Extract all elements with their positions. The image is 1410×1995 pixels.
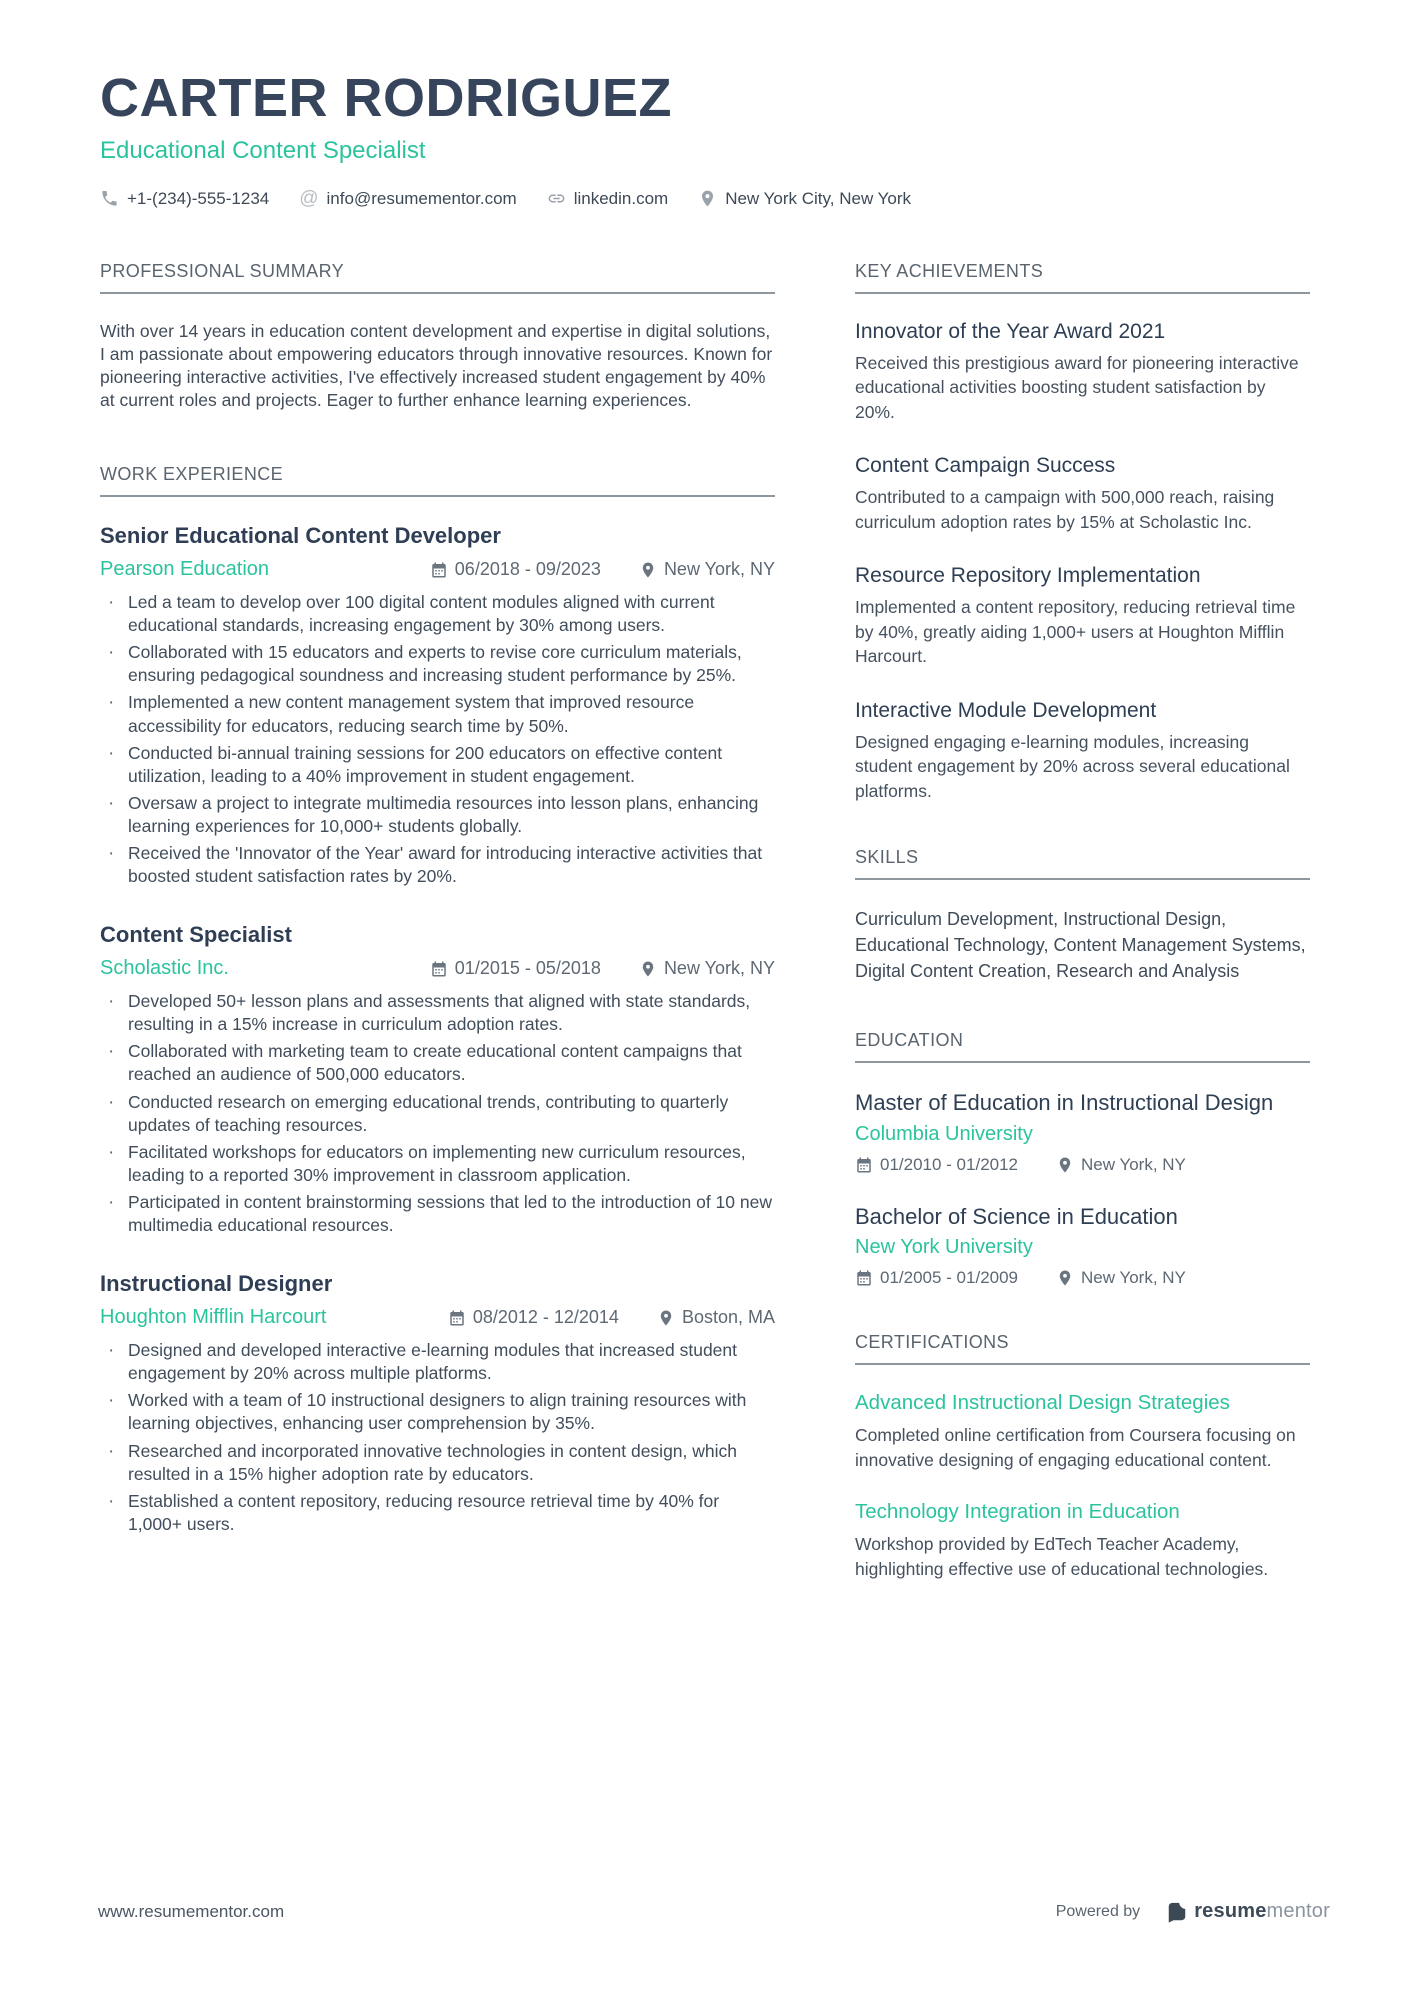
education-dates: 01/2010 - 01/2012 (880, 1154, 1019, 1174)
phone-number: +1-(234)-555-1234 (127, 188, 270, 208)
job-location (639, 958, 775, 979)
section-achievements (855, 261, 1310, 804)
achievement-text: Contributed to a campaign with 500,000 reach, raising curriculum adoption rates by 15% at Scholastic Inc. (855, 487, 1275, 532)
contact-row (100, 189, 1310, 209)
contact-linkedin[interactable] (547, 189, 669, 209)
achievement-text: Received this prestigious award for pioneering interactive educational activities boosting student satisfaction by 20%. (855, 352, 1299, 422)
job-meta-row (100, 957, 775, 980)
job-dates-text: 01/2015 - 05/2018 (454, 958, 601, 979)
resume-header (100, 70, 1310, 209)
skills-text: Curriculum Development, Instructional Design, Educational Technology, Content Management Systems, Digital Content Creation, Research and Analysis (855, 909, 1306, 982)
education-heading: EDUCATION (855, 1030, 1310, 1063)
school-name: Columbia University (855, 1122, 1033, 1145)
job-bullet: · Developed 50+ lesson plans and assessments that aligned with state standards, resulting in a 15% increase in curriculum adoption rates. (100, 990, 775, 1036)
footer-website[interactable]: www.resumementor.com (98, 1901, 285, 1921)
job-dates (448, 1307, 619, 1328)
job-bullet: · Established a content repository, reducing resource retrieval time by 40% for 1,000+ users. (100, 1490, 775, 1536)
company-name: Scholastic Inc. (100, 957, 229, 980)
certification-title: Technology Integration in Education (855, 1500, 1180, 1524)
job-bullets (100, 990, 775, 1237)
powered-by-label: Powered by (1055, 1902, 1141, 1920)
education-location: New York, NY (1081, 1154, 1186, 1174)
person-name: CARTER RODRIGUEZ (100, 68, 672, 128)
job-meta-row (100, 1306, 775, 1329)
location-text: New York City, New York (725, 188, 912, 208)
resumementor-logo-icon (1166, 1901, 1188, 1923)
section-education (855, 1030, 1310, 1288)
job-bullet: · Worked with a team of 10 instructional designers to align training resources with learning objectives, enhancing user comprehension by 35%. (100, 1389, 775, 1435)
right-column (855, 261, 1310, 1634)
location-pin-icon (639, 561, 657, 579)
achievement-text: Implemented a content repository, reducing retrieval time by 40%, greatly aiding 1,000+ users at Houghton Mifflin Harcourt. (855, 597, 1296, 667)
location-pin-icon (1056, 1156, 1074, 1174)
education-meta-row (855, 1268, 1310, 1288)
location-pin-icon (657, 1309, 675, 1327)
company-name: Houghton Mifflin Harcourt (100, 1306, 327, 1329)
job-entry (100, 523, 775, 888)
job-bullet: · Led a team to develop over 100 digital content modules aligned with current educational standards, increasing engagement by 30% among users. (100, 591, 775, 637)
job-dates (430, 559, 601, 580)
skills-heading: SKILLS (855, 847, 1310, 880)
logo-text-bold: resume (1194, 1900, 1267, 1922)
email-address: info@resumementor.com (326, 188, 517, 208)
job-title: Senior Educational Content Developer (100, 523, 501, 549)
degree-title: Master of Education in Instructional Design (855, 1090, 1274, 1116)
person-role: Educational Content Specialist (100, 136, 426, 164)
section-certifications (855, 1332, 1310, 1581)
certification-text: Workshop provided by EdTech Teacher Academy, highlighting effective use of educational technologies. (855, 1534, 1269, 1579)
location-pin-icon (1056, 1269, 1074, 1287)
certification-item (855, 1391, 1310, 1472)
achievement-item (855, 454, 1310, 534)
certification-item (855, 1500, 1310, 1581)
job-bullet: · Designed and developed interactive e-learning modules that increased student engagement by 20% across multiple platforms. (100, 1339, 775, 1385)
location-pin-icon (698, 189, 717, 208)
job-location-text: New York, NY (663, 559, 775, 580)
page-footer (98, 1900, 1330, 1923)
logo-text-light: mentor (1266, 1900, 1330, 1922)
summary-text: With over 14 years in education content development and expertise in digital solutions, I am passionate about empowering educators through innovative resources. Known for pioneering interactive activities, I've effectively increased student engagement by 40% at current roles and projects. Eager to further enhance learning experiences. (100, 320, 773, 410)
logo-text (1194, 1900, 1330, 1923)
achievement-title: Content Campaign Success (855, 454, 1116, 478)
job-title: Instructional Designer (100, 1271, 333, 1297)
left-column (100, 261, 775, 1634)
job-location-text: Boston, MA (681, 1307, 775, 1328)
calendar-icon (855, 1269, 873, 1287)
achievement-item (855, 320, 1310, 425)
school-name: New York University (855, 1236, 1033, 1259)
content-columns (100, 261, 1310, 1634)
contact-phone (100, 189, 269, 209)
job-bullet: · Oversaw a project to integrate multimedia resources into lesson plans, enhancing learning experiences for 10,000+ students globally. (100, 792, 775, 838)
job-bullets (100, 591, 775, 888)
achievement-item (855, 699, 1310, 804)
education-meta-row (855, 1155, 1310, 1175)
certifications-heading: CERTIFICATIONS (855, 1332, 1310, 1365)
job-bullet: · Collaborated with 15 educators and experts to revise core curriculum materials, ensuring pedagogical soundness and increasing student performance by 25%. (100, 641, 775, 687)
achievement-title: Innovator of the Year Award 2021 (855, 319, 1166, 343)
job-bullet: · Researched and incorporated innovative technologies in content design, which resulted in a 15% higher adoption rate by educators. (100, 1440, 775, 1486)
job-bullet: · Participated in content brainstorming sessions that led to the introduction of 10 new multimedia educational resources. (100, 1191, 775, 1237)
linkedin-url: linkedin.com (573, 188, 669, 208)
job-bullet: · Facilitated workshops for educators on implementing new curriculum resources, leading to a reported 30% improvement in classroom application. (100, 1141, 775, 1187)
achievement-title: Resource Repository Implementation (855, 564, 1201, 588)
location-pin-icon (639, 960, 657, 978)
job-dates-text: 08/2012 - 12/2014 (472, 1307, 619, 1328)
contact-location (698, 189, 911, 209)
resumementor-logo (1166, 1900, 1330, 1923)
contact-email[interactable] (299, 189, 516, 209)
job-dates (430, 958, 601, 979)
certification-title: Advanced Instructional Design Strategies (855, 1391, 1230, 1415)
job-bullet: · Conducted bi-annual training sessions for 200 educators on effective content utilization, leading to a 40% improvement in student engagement. (100, 742, 775, 788)
footer-branding (1056, 1900, 1330, 1923)
at-icon: @ (299, 188, 319, 210)
section-experience (100, 464, 775, 1536)
certification-text: Completed online certification from Coursera focusing on innovative designing of engaging educational content. (855, 1425, 1296, 1470)
education-dates: 01/2005 - 01/2009 (880, 1268, 1019, 1288)
job-title: Content Specialist (100, 922, 292, 948)
section-summary (100, 261, 775, 412)
job-entry (100, 1271, 775, 1536)
achievement-item (855, 564, 1310, 669)
achievement-text: Designed engaging e-learning modules, increasing student engagement by 20% across several educational platforms. (855, 731, 1290, 801)
job-dates-text: 06/2018 - 09/2023 (454, 559, 601, 580)
job-bullets (100, 1339, 775, 1536)
job-location-text: New York, NY (663, 958, 775, 979)
calendar-icon (855, 1156, 873, 1174)
phone-icon (100, 189, 119, 208)
job-entry (100, 922, 775, 1237)
calendar-icon (430, 960, 448, 978)
job-location (639, 559, 775, 580)
link-icon (547, 189, 566, 208)
achievements-heading: KEY ACHIEVEMENTS (855, 261, 1310, 294)
education-location: New York, NY (1081, 1268, 1186, 1288)
calendar-icon (430, 561, 448, 579)
calendar-icon (448, 1309, 466, 1327)
job-bullet: · Received the 'Innovator of the Year' award for introducing interactive activities that boosted student satisfaction rates by 20%. (100, 842, 775, 888)
job-bullet: · Conducted research on emerging educational trends, contributing to quarterly updates of teaching resources. (100, 1091, 775, 1137)
education-entry (855, 1203, 1310, 1289)
job-bullet: · Collaborated with marketing team to create educational content campaigns that reached an audience of 500,000 educators. (100, 1040, 775, 1086)
job-meta-row (100, 558, 775, 581)
job-location (657, 1307, 775, 1328)
experience-heading: WORK EXPERIENCE (100, 464, 775, 497)
achievement-title: Interactive Module Development (855, 698, 1157, 722)
company-name: Pearson Education (100, 558, 270, 581)
education-entry (855, 1089, 1310, 1175)
degree-title: Bachelor of Science in Education (855, 1203, 1178, 1229)
section-skills (855, 847, 1310, 984)
summary-heading: PROFESSIONAL SUMMARY (100, 261, 775, 294)
job-bullet: · Implemented a new content management system that improved resource accessibility for educators, reducing search time by 50%. (100, 691, 775, 737)
